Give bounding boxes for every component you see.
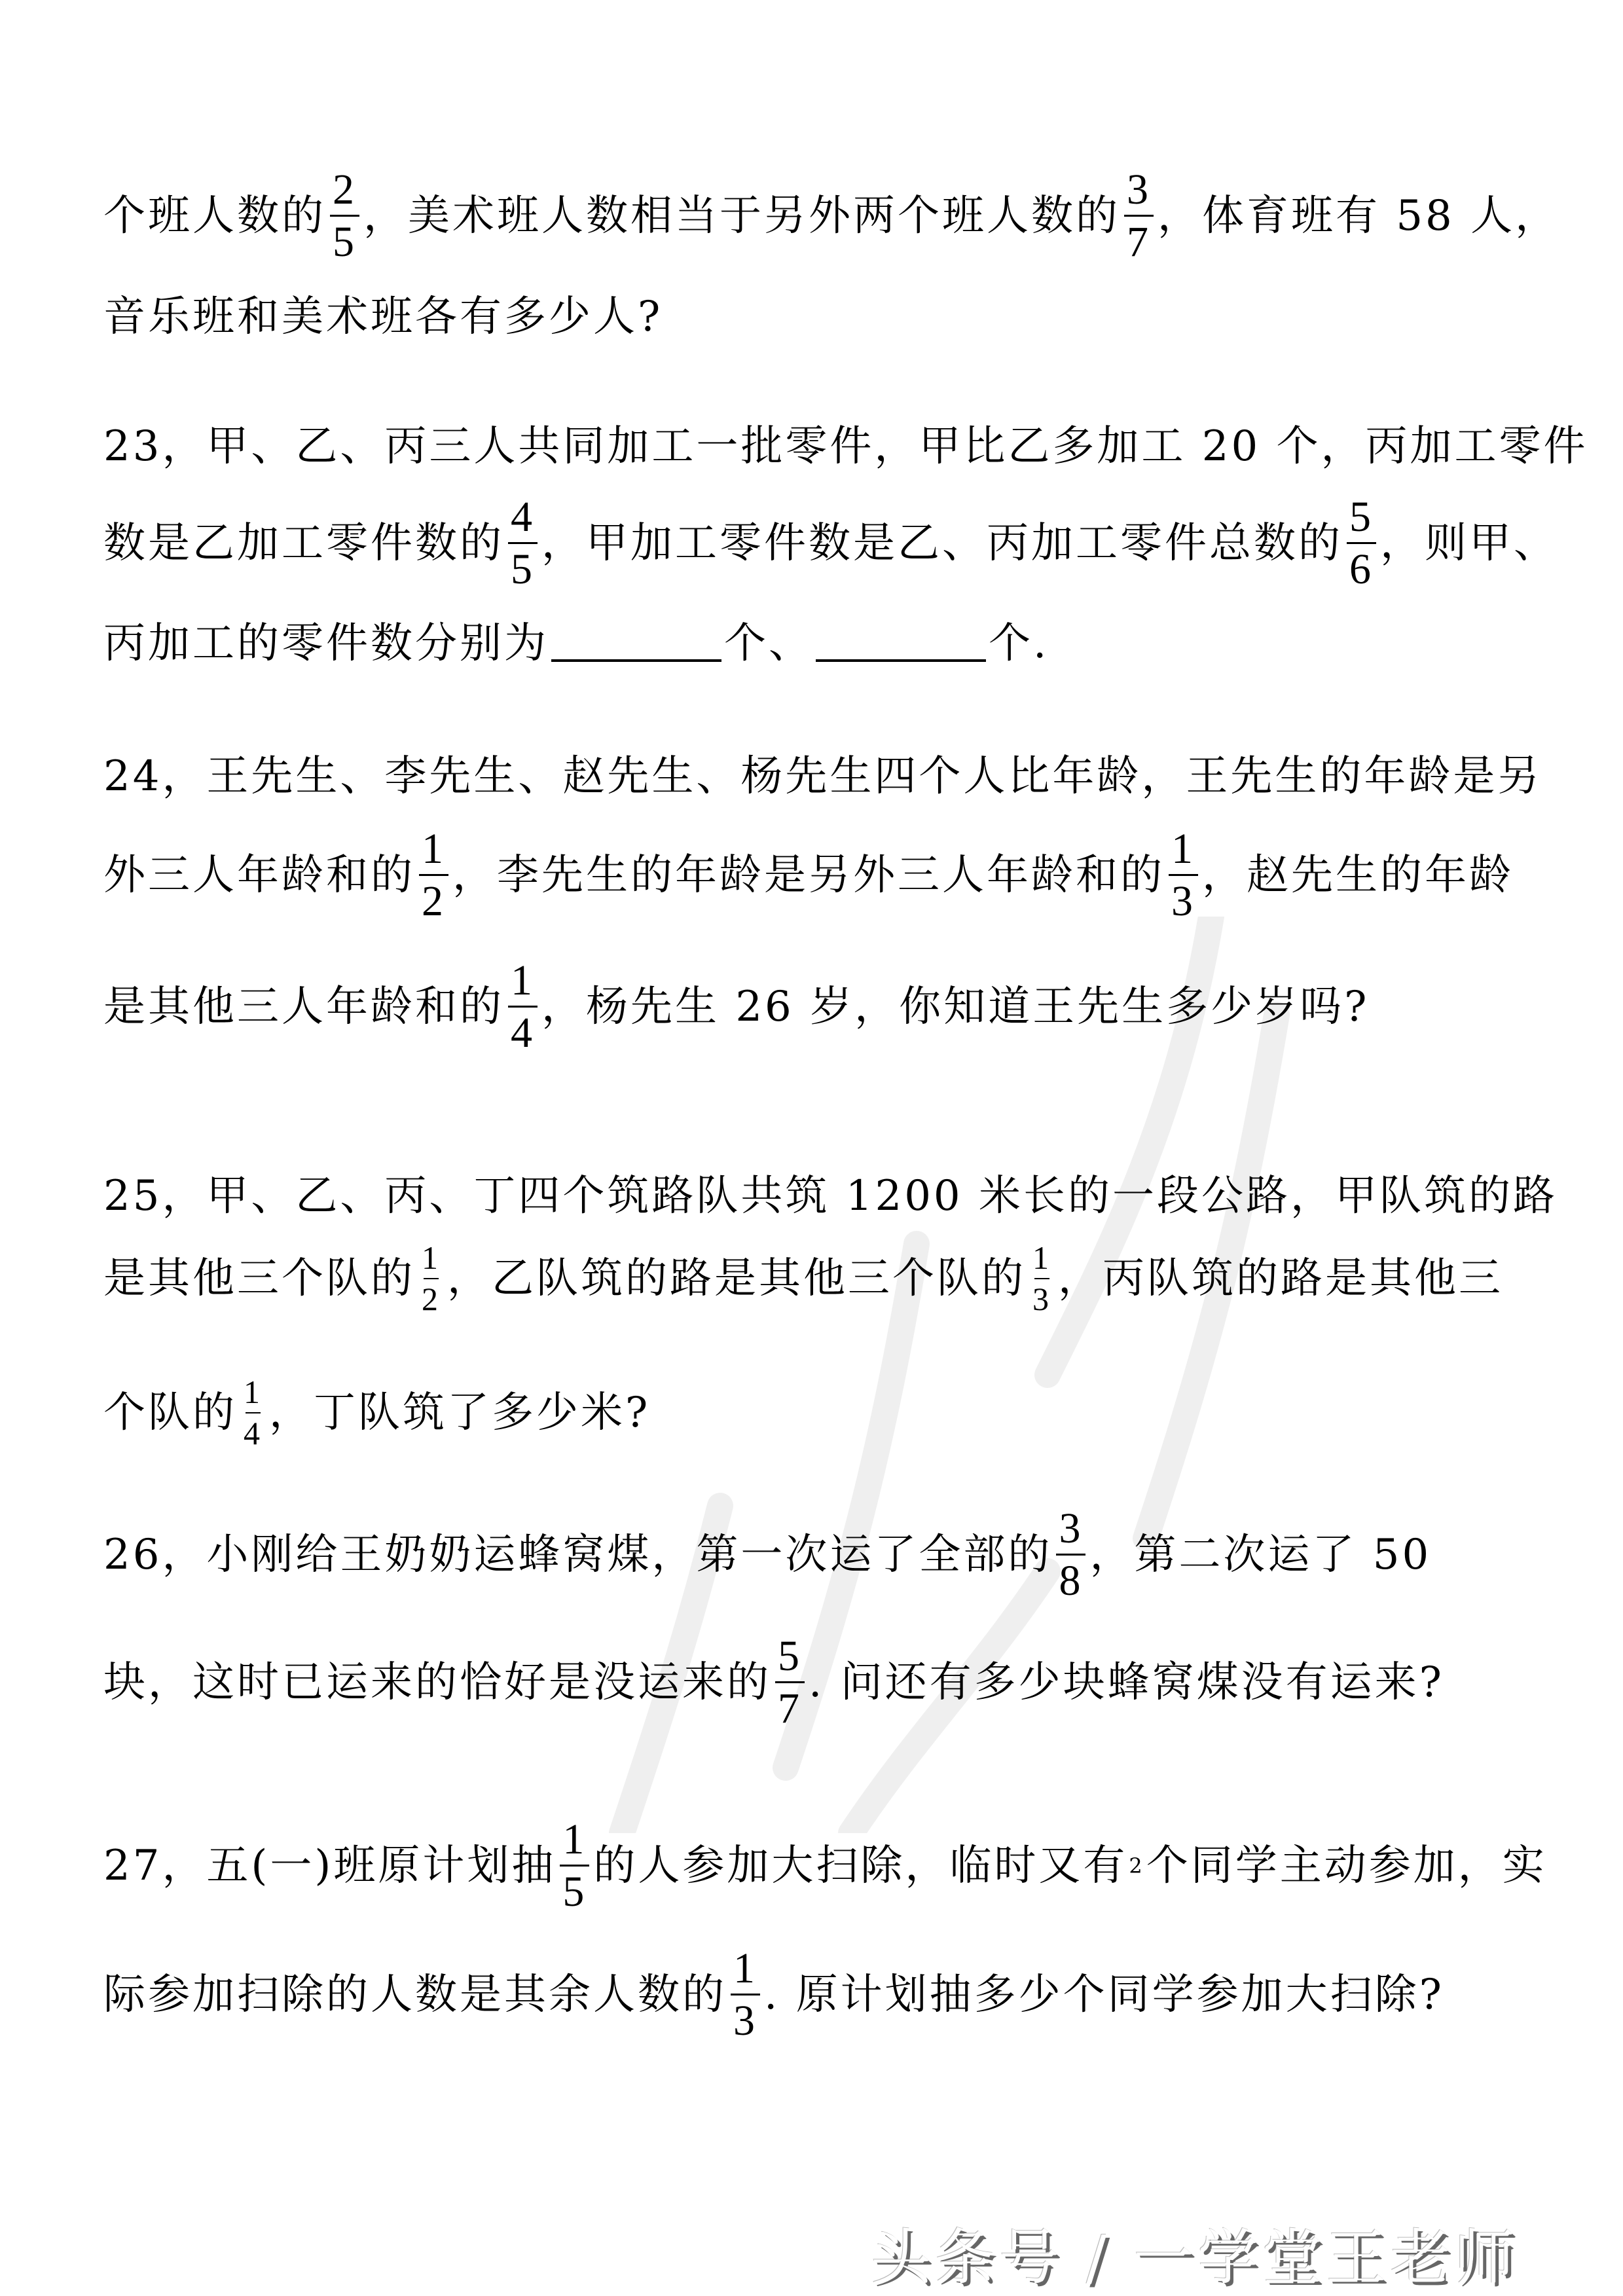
text: 音乐班和美术班各有多少人? (103, 293, 663, 341)
fraction-1-3: $\frac{1}{3}$ (1032, 1239, 1051, 1317)
fraction-bar (1347, 542, 1376, 544)
problem-22-line-2 (103, 293, 663, 341)
text: ，乙队筑的路是其他三个队的 (447, 1254, 1026, 1303)
text: ，丁队筑了多少米? (269, 1388, 651, 1437)
problem-27-line-2 (103, 1946, 1444, 2044)
fraction-1-4: $\frac{1}{4}$ (244, 1374, 263, 1451)
problem-25-line-1 (103, 1172, 1558, 1220)
text: 个队的 (103, 1388, 237, 1437)
fraction-bar (1056, 1554, 1085, 1556)
problem-23-line-1 (103, 422, 1588, 471)
answer-blank-1[interactable] (551, 625, 721, 662)
answer-blank-2[interactable] (816, 625, 986, 662)
problem-24-line-2 (103, 826, 1514, 924)
fraction-5-7: $\frac{5}{7}$ (775, 1633, 805, 1732)
text: 个、 (724, 619, 813, 668)
text: ，李先生的年龄是另外三人年龄和的 (452, 850, 1165, 900)
fraction-bar (330, 215, 359, 217)
text: 24，王先生、李先生、赵先生、杨先生四个人比年龄，王先生的年龄是另 (103, 752, 1542, 801)
text: 27，五(一)班原计划抽 (103, 1841, 556, 1890)
fraction-1-5: $\frac{1}{5}$ (560, 1817, 589, 1915)
small-number: 2 (1129, 1853, 1145, 1878)
text: ，体育班有 58 人， (1158, 191, 1560, 240)
problem-25-line-3 (103, 1375, 650, 1450)
problem-24-line-1 (103, 752, 1542, 801)
text: 23，甲、乙、丙三人共同加工一批零件，甲比乙多加工 20 个，丙加工零件 (103, 422, 1588, 471)
text: 26，小刚给王奶奶运蜂窝煤，第一次运了全部的 (103, 1530, 1053, 1579)
fraction-bar (246, 1412, 260, 1413)
fraction-1-3: $\frac{1}{3}$ (1169, 826, 1198, 924)
fraction-bar (1124, 215, 1154, 217)
text: 的人参加大扫除，临时又有 (593, 1841, 1128, 1890)
text: ，丙队筑的路是其他三 (1058, 1254, 1503, 1303)
text: . 原计划抽多少个同学参加大扫除? (764, 1970, 1444, 2019)
footer-watermark-text: 头条号 / 一学堂王老师 (871, 2223, 1519, 2293)
text: 块，这时已运来的恰好是没运来的 (103, 1658, 771, 1707)
fraction-bar (560, 1865, 589, 1867)
text: 是其他三人年龄和的 (103, 982, 504, 1031)
text: ，杨先生 26 岁，你知道王先生多少岁吗? (541, 982, 1370, 1031)
fraction-2-5: $\frac{2}{5}$ (330, 167, 359, 265)
fraction-3-8: $\frac{3}{8}$ (1056, 1506, 1085, 1604)
text: ，甲加工零件数是乙、丙加工零件总数的 (541, 519, 1343, 568)
fraction-bar (1169, 874, 1198, 876)
text: ，美术班人数相当于另外两个班人数的 (363, 191, 1120, 240)
text: . 问还有多少块蜂窝煤没有运来? (809, 1658, 1444, 1707)
text: 是其他三个队的 (103, 1254, 415, 1303)
fraction-bar (419, 874, 448, 876)
fraction-1-2: $\frac{1}{2}$ (419, 826, 448, 924)
fraction-4-5: $\frac{4}{5}$ (508, 494, 538, 592)
text: 25，甲、乙、丙、丁四个筑路队共筑 1200 米长的一段公路，甲队筑的路 (103, 1172, 1558, 1220)
text: ，则甲、 (1380, 519, 1558, 568)
text: 际参加扫除的人数是其余人数的 (103, 1970, 727, 2019)
fraction-5-6: $\frac{5}{6}$ (1347, 494, 1376, 592)
problem-24-line-3 (103, 958, 1369, 1056)
fraction-1-2: $\frac{1}{2}$ (422, 1239, 441, 1317)
text: 个班人数的 (103, 191, 326, 240)
problem-23-line-2 (103, 494, 1558, 592)
fraction-1-4: $\frac{1}{4}$ (508, 958, 538, 1056)
text: 数是乙加工零件数的 (103, 519, 504, 568)
fraction-bar (508, 1006, 538, 1008)
fraction-3-7: $\frac{3}{7}$ (1124, 167, 1154, 265)
problem-26-line-1 (103, 1506, 1431, 1604)
text: 外三人年龄和的 (103, 850, 415, 900)
fraction-bar (731, 1994, 760, 1995)
fraction-bar (1034, 1278, 1049, 1279)
fraction-bar (775, 1681, 805, 1683)
problem-27-line-1 (103, 1817, 1547, 1915)
text: ，第二次运了 50 (1089, 1530, 1432, 1579)
text: 个同学主动参加，实 (1146, 1841, 1547, 1890)
text: 个. (989, 619, 1049, 668)
problem-23-line-3 (103, 619, 1049, 668)
problem-26-line-2 (103, 1633, 1444, 1732)
text: ，赵先生的年龄 (1202, 850, 1514, 900)
text: 丙加工的零件数分别为 (103, 619, 549, 668)
fraction-bar (508, 542, 538, 544)
fraction-bar (424, 1278, 438, 1279)
problem-22-line-1 (103, 167, 1559, 265)
fraction-1-3: $\frac{1}{3}$ (731, 1946, 760, 2044)
problem-25-line-2 (103, 1241, 1503, 1316)
